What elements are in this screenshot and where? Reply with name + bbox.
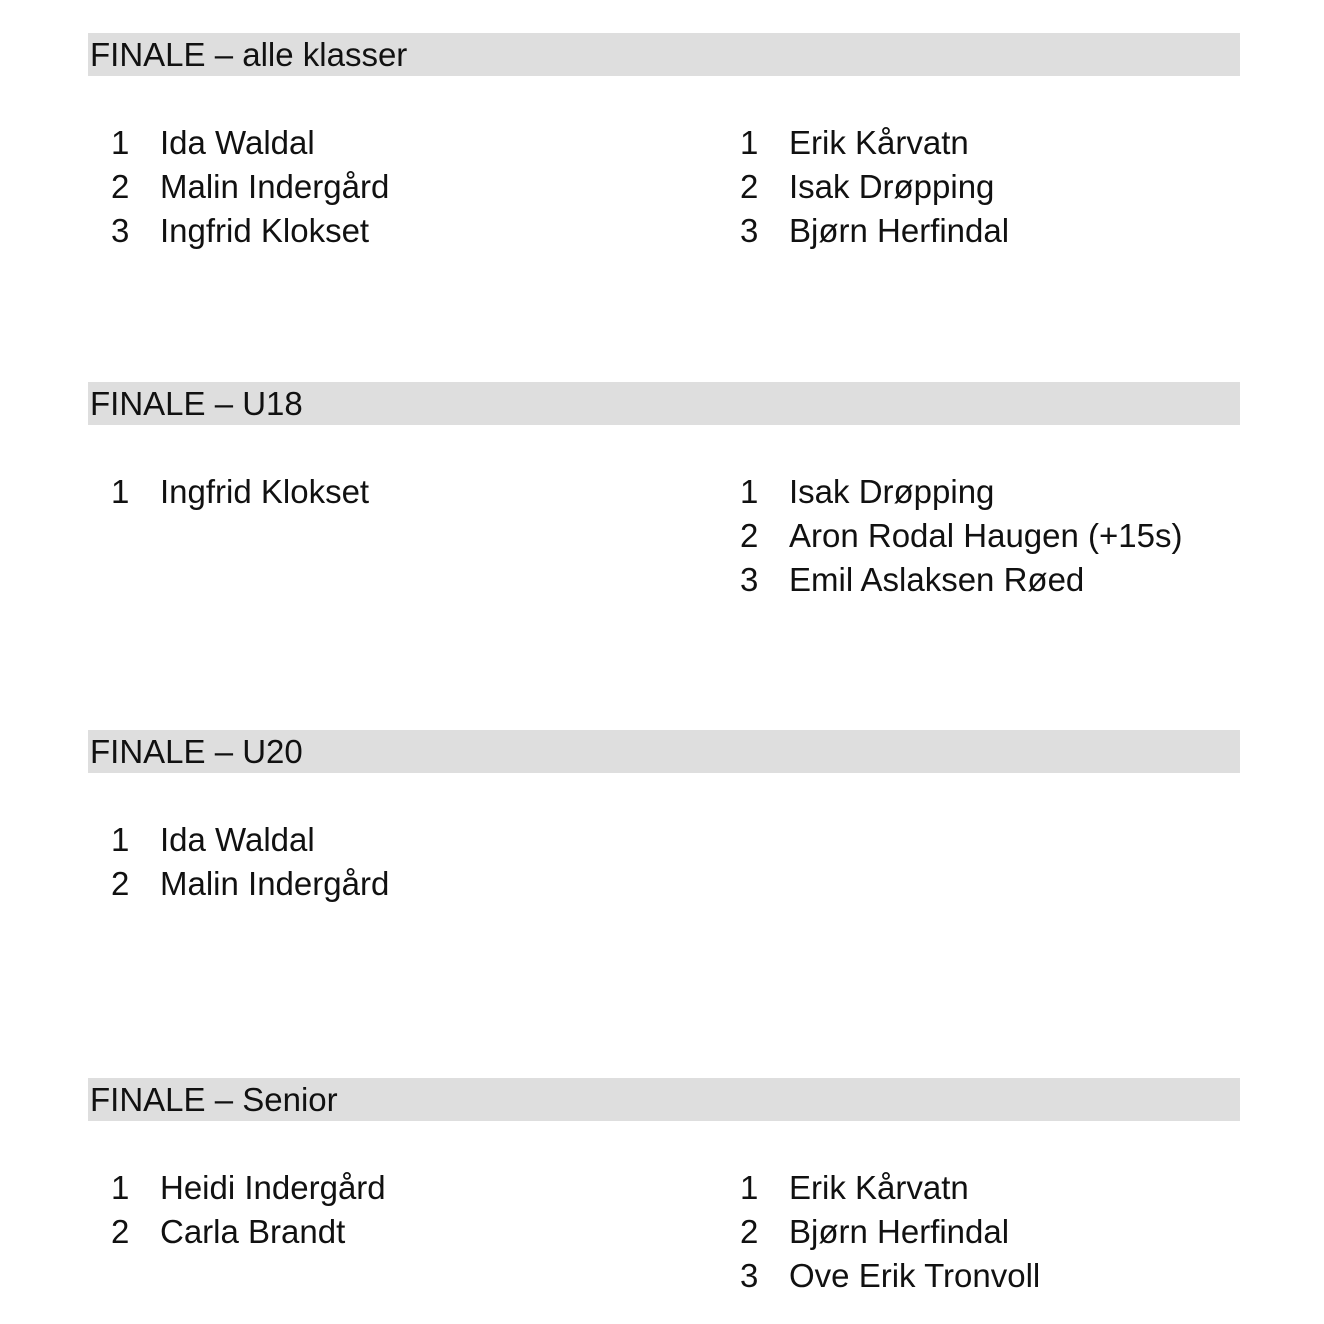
result-rank: 2 [740, 517, 759, 554]
result-name: Bjørn Herfindal [789, 212, 1010, 249]
results-left-column [111, 470, 369, 514]
result-entry [111, 121, 389, 165]
result-entry [740, 209, 1009, 253]
results-left-column [111, 1166, 386, 1254]
section-title: FINALE – alle klasser [90, 36, 408, 73]
result-entry [740, 165, 1009, 209]
section-header [88, 382, 1240, 425]
result-name: Isak Drøpping [789, 473, 995, 510]
result-rank: 1 [111, 473, 130, 510]
result-name: Heidi Indergård [160, 1169, 386, 1206]
result-rank: 2 [740, 1213, 759, 1250]
result-name: Erik Kårvatn [789, 1169, 969, 1206]
result-entry [740, 1210, 1040, 1254]
section-header [88, 33, 1240, 76]
result-entry [740, 514, 1183, 558]
result-rank: 3 [740, 561, 759, 598]
result-rank: 1 [111, 1169, 130, 1206]
result-rank: 2 [111, 865, 130, 902]
section-title: FINALE – U18 [90, 385, 303, 422]
result-name: Ingfrid Klokset [160, 212, 370, 249]
result-name: Aron Rodal Haugen (+15s) [789, 517, 1183, 554]
section-header [88, 1078, 1240, 1121]
results-right-column [740, 470, 1183, 602]
result-rank: 1 [740, 124, 759, 161]
result-name: Bjørn Herfindal [789, 1213, 1010, 1250]
results-right-column [740, 121, 1009, 253]
result-name: Ida Waldal [160, 124, 315, 161]
result-name: Emil Aslaksen Røed [789, 561, 1085, 598]
result-rank: 1 [111, 821, 130, 858]
result-name: Isak Drøpping [789, 168, 995, 205]
result-name: Carla Brandt [160, 1213, 346, 1250]
results-right-column [740, 1166, 1040, 1298]
result-entry [111, 818, 389, 862]
result-rank: 3 [740, 1257, 759, 1294]
result-rank: 2 [740, 168, 759, 205]
result-name: Ida Waldal [160, 821, 315, 858]
result-rank: 3 [740, 212, 759, 249]
result-entry [111, 470, 369, 514]
result-entry [740, 1254, 1040, 1298]
result-rank: 1 [111, 124, 130, 161]
result-name: Ove Erik Tronvoll [789, 1257, 1041, 1294]
result-entry [740, 1166, 1040, 1210]
result-entry [111, 862, 389, 906]
result-entry [740, 470, 1183, 514]
section-alle-klasser [88, 33, 1240, 249]
result-entry [111, 209, 389, 253]
result-entry [111, 1166, 386, 1210]
result-entry [740, 121, 1009, 165]
section-u18 [88, 382, 1240, 598]
section-header [88, 730, 1240, 773]
result-name: Malin Indergård [160, 865, 390, 902]
results-left-column [111, 818, 389, 906]
result-name: Erik Kårvatn [789, 124, 969, 161]
result-entry [111, 1210, 386, 1254]
section-senior [88, 1078, 1240, 1294]
result-entry [111, 165, 389, 209]
result-rank: 1 [740, 473, 759, 510]
result-name: Malin Indergård [160, 168, 390, 205]
section-u20 [88, 730, 1240, 902]
result-name: Ingfrid Klokset [160, 473, 370, 510]
result-rank: 3 [111, 212, 130, 249]
result-rank: 2 [111, 1213, 130, 1250]
section-title: FINALE – U20 [90, 733, 303, 770]
result-rank: 1 [740, 1169, 759, 1206]
result-rank: 2 [111, 168, 130, 205]
result-entry [740, 558, 1183, 602]
section-title: FINALE – Senior [90, 1081, 338, 1118]
results-left-column [111, 121, 389, 253]
